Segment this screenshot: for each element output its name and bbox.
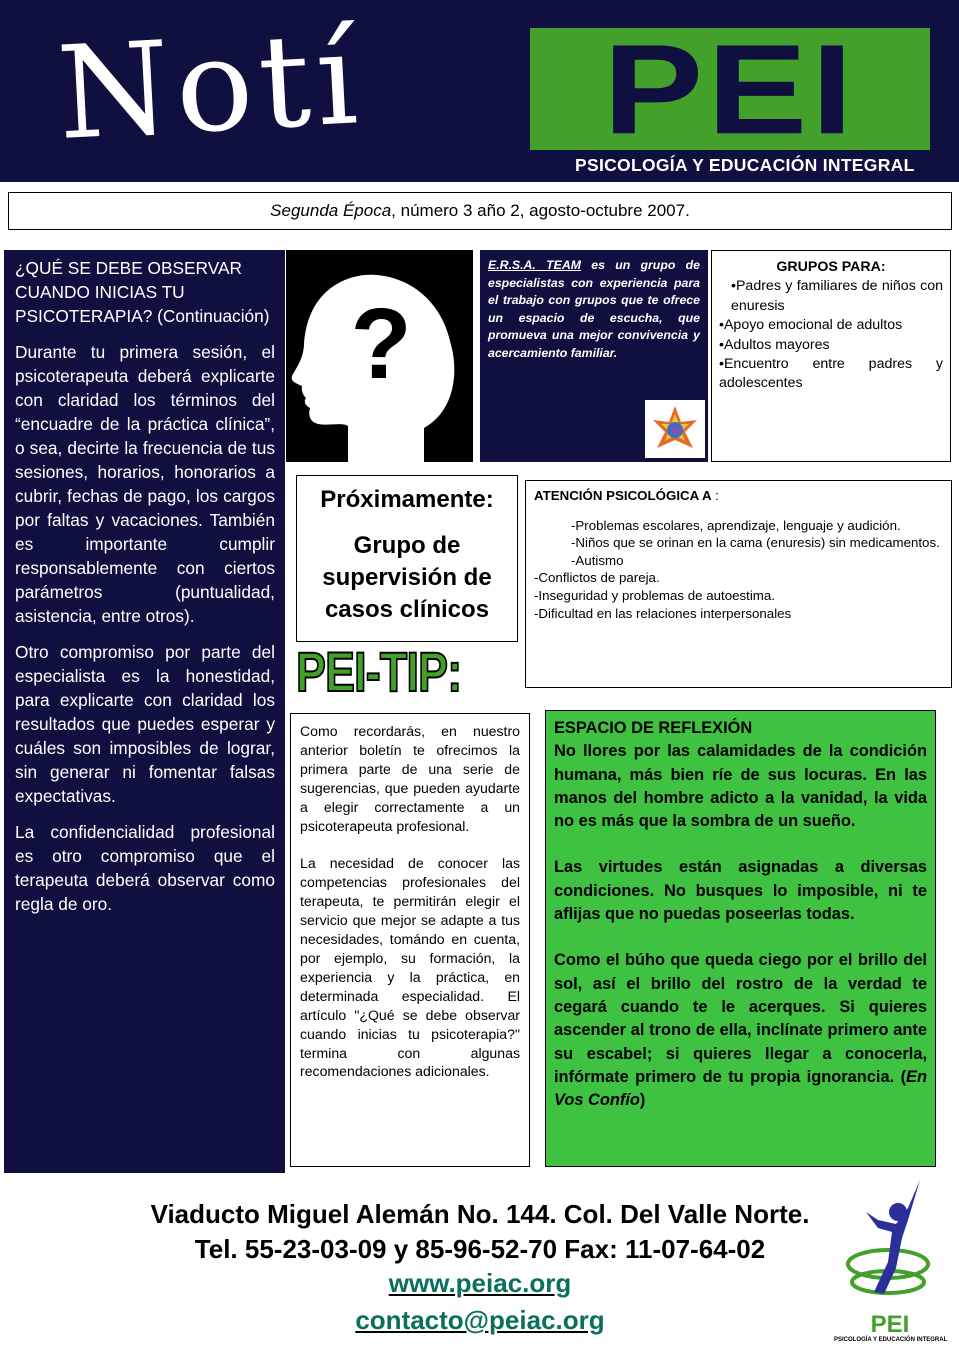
reflexion-paragraph: No llores por las calamidades de la condición humana, más bien ríe de sus locuras. En las manos del hombre adicto a la vanidad, la vida no es más que la sombra de un sueño. xyxy=(554,742,927,831)
grupos-item: •Apoyo emocional de adultos xyxy=(719,317,903,334)
ersa-team-name: E.R.S.A. TEAM xyxy=(488,258,581,272)
footer-logo-subtitle: PSICOLOGÍA Y EDUCACIÓN INTEGRAL xyxy=(834,1337,948,1343)
jumping-person-logo-icon xyxy=(838,1172,942,1312)
reflexion-paragraph-last xyxy=(554,949,927,1112)
footer-email-link[interactable]: contacto@peiac.org xyxy=(355,1305,605,1335)
grupos-box xyxy=(711,250,951,462)
question-mark-glyph: ? xyxy=(350,288,412,400)
reflexion-paragraph: Las virtudes están asignadas a diversas condiciones. No busques lo imposible, ni te aflijas que no puedas poseerlas todas. xyxy=(554,858,927,924)
atencion-heading xyxy=(534,487,943,505)
left-article-heading: ¿QUÉ SE DEBE OBSERVAR CUANDO INICIAS TU PSICOTERAPIA? (Continuación) xyxy=(15,258,270,326)
atencion-item: -Inseguridad y problemas de autoestima. xyxy=(534,587,775,603)
reflexion-box xyxy=(545,710,936,1167)
ersa-logo xyxy=(645,400,705,458)
grupos-item: •Encuentro entre padres y adolescentes xyxy=(719,356,943,392)
atencion-item: -Conflictos de pareja. xyxy=(534,570,660,586)
left-article-paragraph: Durante tu primera sesión, el psicoterapeuta deberá explicarte con claridad los términos del “encuadre de la práctica clínica”, o sea, decirte la frecuencia de tus sesiones, horarios, honorarios a cubrir, fechas de pago, los cargos por faltas y vacaciones. También es importante cumplir responsablemente con ciertos parámetros (puntualidad, asistencia, entre otros). xyxy=(15,342,275,626)
edition-bar xyxy=(8,192,952,230)
edition-italic: Segunda Época xyxy=(270,201,392,220)
grupos-item: •Padres y familiares de niños con enuresis xyxy=(731,278,943,314)
pei-tip-box xyxy=(290,713,530,1167)
left-article-paragraph: Otro compromiso por parte del especialista es la honestidad, para explicarte con claridad los resultados que puedes esperar y cuáles son imposibles de lograr, sin generar ni fomentar falsas expectativas. xyxy=(15,642,275,806)
question-head-image xyxy=(286,250,473,462)
footer-website-link[interactable]: www.peiac.org xyxy=(388,1268,572,1298)
masthead-tagline: PSICOLOGÍA Y EDUCACIÓN INTEGRAL xyxy=(575,155,915,175)
left-article-paragraph: La confidencialidad profesional es otro compromiso que el terapeuta deberá observar como regla de oro. xyxy=(15,822,275,914)
reflexion-title: ESPACIO DE REFLEXIÓN xyxy=(554,719,753,737)
proximamente-box xyxy=(296,475,518,642)
footer-address: Viaducto Miguel Alemán No. 144. Col. Del Valle Norte. xyxy=(150,1199,810,1229)
footer-phones: Tel. 55-23-03-09 y 85-96-52-70 Fax: 11-07-64-02 xyxy=(194,1234,766,1264)
atencion-item: -Problemas escolares, aprendizaje, lenguaje y audición. xyxy=(571,517,901,533)
ersa-star-logo-icon xyxy=(645,400,705,458)
atencion-item: -Dificultad en las relaciones interpersonales xyxy=(534,605,792,621)
pei-tip-title: PEI-TIP: xyxy=(296,640,462,703)
atencion-item: -Autismo xyxy=(571,552,624,568)
pei-tip-paragraph: Como recordarás, en nuestro anterior boletín te ofrecimos la primera parte de una serie de sugerencias, que pueden ayudarte a elegir correctamente a un psicoterapeuta profesional. xyxy=(300,723,520,834)
pei-tip-paragraph: La necesidad de conocer las competencias profesionales del terapeuta, te permitirán elegir el servicio que mejor se adapte a tus necesidades, tomándo en cuenta, por ejemplo, su formación, la experiencia y la práctica, en determinada especialidad. El artículo "¿Qué se debe observar cuando inicias tu psicoterapia?" termina con algunas recomendaciones adicionales. xyxy=(300,855,520,1080)
head-silhouette-icon xyxy=(286,250,473,462)
grupos-item: •Adultos mayores xyxy=(719,336,830,353)
atencion-colon: : xyxy=(711,488,719,503)
atencion-item: -Niños que se orinan en la cama (enuresis) sin medicamentos. xyxy=(571,535,940,551)
proximamente-title: Próximamente: xyxy=(320,486,494,513)
edition-rest: , número 3 año 2, agosto-octubre 2007. xyxy=(391,201,690,220)
left-article xyxy=(4,250,285,1173)
masthead-logo-pei xyxy=(530,28,930,150)
reflexion-p3-close: ) xyxy=(639,1091,646,1110)
proximamente-subtitle: Grupo de supervisión de casos clínicos xyxy=(322,532,492,623)
atencion-box xyxy=(525,480,952,688)
masthead-logo-pei-text: PEI xyxy=(603,28,857,150)
reflexion-source: En Vos Confío xyxy=(554,1067,927,1110)
grupos-title: GRUPOS PARA: xyxy=(776,259,886,275)
footer-logo-name: PEI xyxy=(870,1311,910,1338)
atencion-title: ATENCIÓN PSICOLÓGICA A xyxy=(534,488,712,503)
reflexion-p3-text: Como el búho que queda ciego por el brillo del sol, así el brillo del rostro de la verdad te cegará cuando te le acerques. Si quieres ascender al trono de ella, inclínate primero ante su escabel; si quieres llegar a conocerla, infórmate primero de tu propia ignorancia. ( xyxy=(554,951,927,1086)
masthead-logo-noti: Notí xyxy=(54,4,367,169)
ersa-team-text: es un grupo de especialistas con experiencia para el trabajo con grupos que te ofrece un espacio de escucha, que promueva una mejor convivencia y acercamiento familiar. xyxy=(488,258,700,360)
